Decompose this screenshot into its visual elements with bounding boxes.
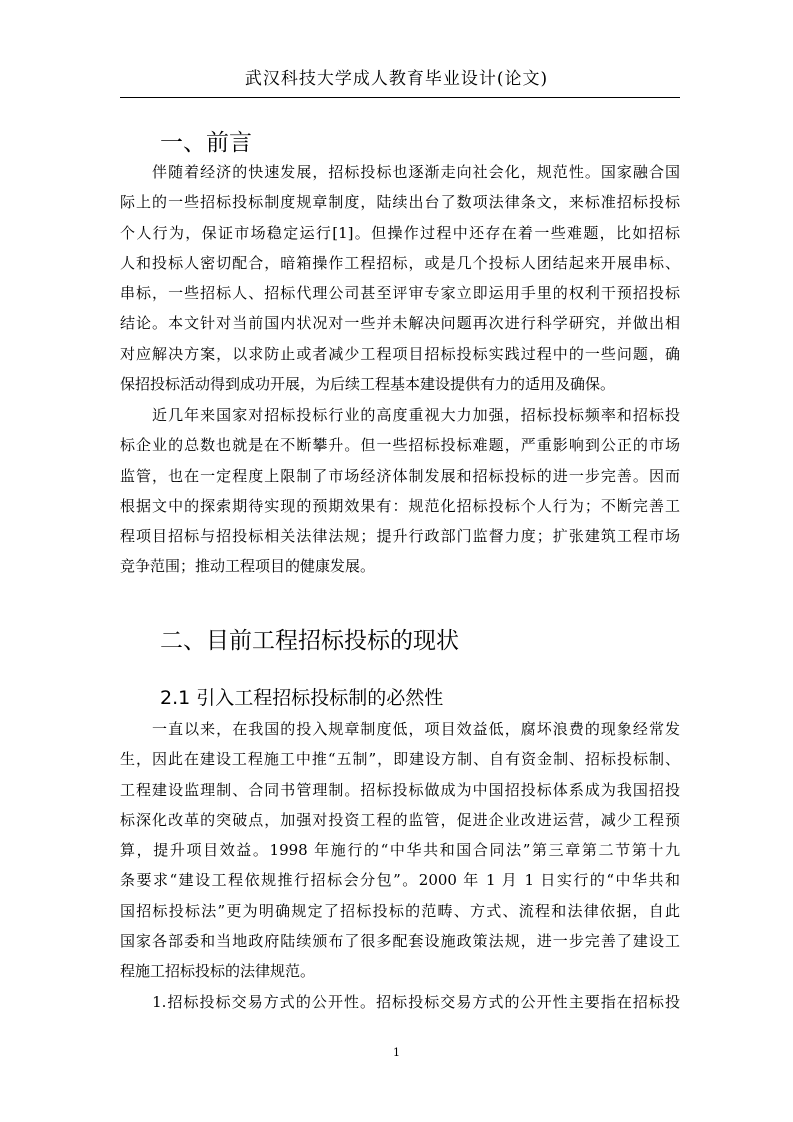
header-rule	[120, 97, 680, 98]
text-line: 标深化改革的突破点，加强对投资工程的监管，促进企业改进运营，减少工程预	[120, 810, 680, 829]
text-line: 国家各部委和当地政府陆续颁布了很多配套设施政策法规，进一步完善了建设工	[120, 932, 680, 951]
text-line: 算，提升项目效益。1998 年施行的“中华共和国合同法”第三章第二节第十九	[120, 841, 680, 860]
text-line: 程项目招标与招投标相关法律法规；提升行政部门监督力度；扩张建筑工程市场	[120, 527, 680, 546]
text-line: 标企业的总数也就是在不断攀升。但一些招标投标难题，严重影响到公正的市场	[120, 436, 680, 455]
text-line: 国招标投标法”更为明确规定了招标投标的范畴、方式、流程和法律依据，自此	[120, 901, 680, 920]
text-line: 结论。本文针对当前国内状况对一些并未解决问题再次进行科学研究，并做出相	[120, 314, 680, 333]
section-heading-preface: 一、前言	[160, 130, 252, 156]
text-line: 条要求“建设工程依规推行招标会分包”。2000 年 1 月 1 日实行的“中华共和	[120, 871, 680, 890]
text-line: 一直以来，在我国的投入规章制度低，项目效益低，腐坏浪费的现象经常发	[120, 720, 680, 738]
text-line: 1.招标投标交易方式的公开性。招标投标交易方式的公开性主要指在招标投	[120, 993, 680, 1011]
text-line: 伴随着经济的快速发展，招标投标也逐渐走向社会化，规范性。国家融合国	[120, 163, 680, 181]
paragraph-preface-1	[120, 157, 680, 399]
section-heading-current-status: 二、目前工程招标投标的现状	[160, 628, 459, 654]
paragraph-2-1-point-1	[120, 987, 680, 1017]
text-line: 生，因此在建设工程施工中推“五制”，即建设方制、自有资金制、招标投标制、	[120, 750, 680, 769]
page-header: 武汉科技大学成人教育毕业设计(论文)	[244, 69, 549, 89]
subsection-heading-2-1: 2.1 引入工程招标投标制的必然性	[160, 687, 444, 709]
text-line: 对应解决方案，以求防止或者减少工程项目招标投标实践过程中的一些问题，确	[120, 344, 680, 363]
page-number: 1	[393, 1046, 400, 1059]
text-line: 根据文中的探索期待实现的预期效果有：规范化招标投标个人行为；不断完善工	[120, 496, 680, 515]
text-line: 个人行为，保证市场稳定运行[1]。但操作过程中还存在着一些难题，比如招标	[120, 223, 680, 242]
paragraph-preface-2	[120, 400, 680, 582]
text-line: 程施工招标投标的法律规范。	[120, 962, 316, 981]
text-line: 监管，也在一定程度上限制了市场经济体制发展和招标投标的进一步完善。因而	[120, 466, 680, 485]
text-line: 人和投标人密切配合，暗箱操作工程招标，或是几个投标人团结起来开展串标、	[120, 253, 680, 272]
text-line: 工程建设监理制、合同书管理制。招标投标做成为中国招投标体系成为我国招投	[120, 780, 680, 799]
text-line: 近几年来国家对招标投标行业的高度重视大力加强，招标投标频率和招标投	[120, 406, 680, 424]
text-line: 保招投标活动得到成功开展，为后续工程基本建设提供有力的适用及确保。	[120, 375, 616, 394]
text-line: 际上的一些招标投标制度规章制度，陆续出台了数项法律条文，来标准招标投标	[120, 193, 680, 212]
text-line: 串标，一些招标人、招标代理公司甚至评审专家立即运用手里的权利干预招投标	[120, 284, 680, 303]
paragraph-2-1-body	[120, 714, 680, 987]
text-line: 竞争范围；推动工程项目的健康发展。	[120, 557, 376, 576]
